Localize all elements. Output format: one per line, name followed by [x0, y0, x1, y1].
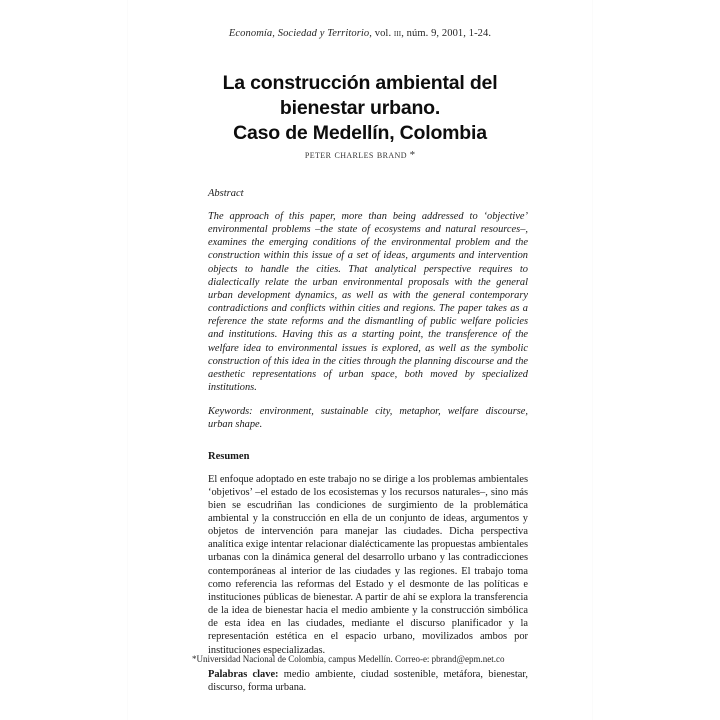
resumen-text: El enfoque adoptado en este trabajo no se dirige a los problemas ambientales ‘objetivos’ –el estado de los ecosistemas y los recursos naturales–, sino más bien se escudriñan las condiciones de surgimiento de la problemática ambiental y la construcción en ella de un conjunto de ideas, argumentos y objetos de intervención para manejar las ciudades. Dicha perspectiva analítica exige intentar relacionar dialécticamente las propuestas ambientales urbanas con la dinámica general del desarrollo urbano y las contradicciones contemporáneas al interior de las ciudades y las regiones. El trabajo toma como referencia las reformas del Estado y el desmonte de las políticas e instituciones públicas de bienestar. A partir de ahí se explora la transferencia de la idea de bienestar hacia el medio ambiente y la construcción simbólica de esta idea en las ciudades, mediante el discurso planificador y la representación estética en el espacio urbano, movilizados ambos por instituciones especializadas.	[208, 473, 528, 656]
keywords-es-label: Palabras clave:	[208, 668, 279, 680]
section-spacer	[208, 432, 528, 451]
title-line-2: bienestar urbano.	[279, 97, 441, 120]
abstract-heading: Abstract	[208, 188, 244, 199]
journal-header-separator: , vol.	[369, 28, 394, 39]
author-name: peter charles brand	[304, 149, 407, 161]
author-affiliation-footnote: *Universidad Nacional de Colombia, campus Medellín. Correo-e: pbrand@epm.net.co	[192, 654, 505, 664]
author-byline	[0, 149, 720, 161]
journal-title: Economía, Sociedad y Territorio	[228, 28, 370, 39]
keywords-es	[208, 668, 528, 694]
journal-volume: iii	[393, 28, 402, 39]
page-title	[150, 71, 570, 146]
keywords-en	[208, 405, 528, 431]
author-footnote-marker: *	[406, 149, 416, 161]
resumen-heading: Resumen	[208, 450, 250, 462]
journal-header	[0, 28, 720, 39]
abstract-text: The approach of this paper, more than being addressed to ‘objective’ environmental problems –the state of ecosystems and natural resources–, examines the emerging conditions of the environmental problem and the construction within this issue of a set of ideas, arguments and intervention objects to handle the cities. That analytical perspective requires to dialectically relate the urban environmental proposals with the general urban development dynamics, as well as with the general contemporary contradictions and conflicts within cities and regions. The paper takes as a reference the state reforms and the dismantling of public welfare policies and institutions. Having this as a starting point, the transference of the welfare idea to environmental issues is explored, as well as the symbolic construction of this idea in the cities through the planning discourse and the aesthetic representations of urban space, both moved by specialized institutions.	[208, 211, 528, 394]
journal-issue-info: , núm. 9, 2001, 1-24.	[401, 28, 492, 39]
title-line-3: Caso de Medellín, Colombia	[233, 122, 487, 145]
keywords-es-text: medio ambiente, ciudad sostenible, metáfora, bienestar, discurso, forma urbana.	[208, 668, 528, 693]
body-column	[208, 188, 528, 694]
keywords-en-label: Keywords:	[208, 406, 253, 418]
keywords-en-text: environment, sustainable city, metaphor, welfare discourse, urban shape.	[208, 406, 528, 431]
title-line-1: La construcción ambiental del	[222, 72, 498, 95]
